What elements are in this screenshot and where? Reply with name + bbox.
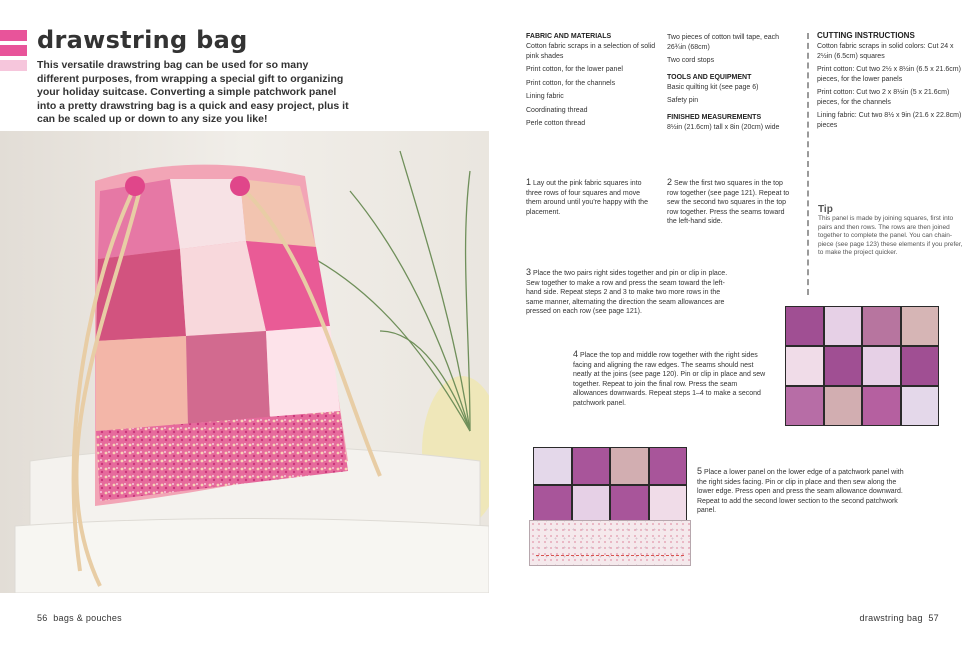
step-number: 1 [526, 177, 532, 187]
materials-item: Two cord stops [667, 57, 715, 64]
step-text: Place the top and middle row together with the right sides facing and aligning the raw edges. The seams should nest neatly at the joins (see page 120). Pin or clip in place and sew together. Repeat to join the final row. Press the seam allowances downwards. Repeat steps 1–4 to make a second patchwork panel. [573, 352, 766, 407]
step-number: 2 [667, 177, 673, 187]
seam-line [536, 555, 684, 556]
patch-square [611, 486, 648, 522]
patch-square [825, 347, 862, 385]
patch-square [573, 486, 610, 522]
materials-item: Two pieces of cotton twill tape, each 26¾in (68cm) [667, 34, 780, 51]
patch-square [825, 307, 862, 345]
step-text: Place a lower panel on the lower edge of a patchwork panel with the right sides facing. Pin or clip in place and then sew along the lower edge. Press open and press the seam allowance downward. Repeat to add the second lower section to the second patchwork panel. [697, 469, 904, 514]
patch-square [650, 486, 687, 522]
patch-square [863, 387, 900, 425]
fabric-item: Print cotton, for the lower panel [526, 66, 623, 73]
accent-bar-1 [0, 30, 27, 41]
accent-bar-3 [0, 60, 27, 71]
step-4 [573, 350, 773, 408]
cutting-item: Print cotton: Cut two 2 x 8½in (5 x 21.6cm) pieces, for the channels [817, 89, 950, 106]
left-page-number: 56 [37, 613, 48, 623]
page-title: drawstring bag [37, 26, 248, 54]
cutting-section [817, 31, 965, 134]
patch-square [786, 387, 823, 425]
finished-text: 8½in (21.6cm) tall x 8in (20cm) wide [667, 123, 780, 131]
tools-item: Safety pin [667, 97, 699, 104]
step-1 [526, 178, 654, 217]
cutting-item: Lining fabric: Cut two 8½ x 9in (21.6 x 22.8cm) pieces [817, 112, 962, 129]
accent-bar-2 [0, 45, 27, 56]
right-folio [860, 613, 939, 623]
patch-square [573, 448, 610, 484]
drawstring-bag-photo [0, 131, 489, 593]
fabric-item: Coordinating thread [526, 106, 588, 114]
patch-square [786, 307, 823, 345]
fabric-materials-section [526, 33, 656, 133]
cutting-item: Cotton fabric scraps in solid colors: Cut 24 x 2½in (6.5cm) squares [817, 43, 954, 60]
left-folio [37, 613, 122, 623]
intro-paragraph: This versatile drawstring bag can be used for so many different purposes, from wrapping a special gift to organizing your holiday suitcase. Converting a simple patchwork panel into a pretty drawstring bag is a quick and easy project, plus it can be scaled up or down to any size you like! [37, 59, 349, 125]
patchwork-with-lower-panel-illustration [533, 447, 687, 522]
patch-square [863, 307, 900, 345]
tip-heading: Tip [818, 204, 833, 215]
lower-print-panel [529, 520, 691, 566]
cutting-item: Print cotton: Cut two 2½ x 8½in (6.5 x 21.6cm) pieces, for the lower panels [817, 66, 961, 83]
tip-box [818, 204, 964, 258]
step-number: 5 [697, 466, 703, 476]
patch-square [534, 486, 571, 522]
fabric-item: Lining fabric [526, 93, 564, 100]
step-number: 4 [573, 349, 579, 359]
patch-square [902, 307, 939, 345]
sidebar-divider [807, 33, 809, 295]
fabric-heading: FABRIC AND MATERIALS [526, 33, 612, 40]
fabric-item: Perle cotton thread [526, 120, 586, 127]
patch-square [786, 347, 823, 385]
patch-square [902, 387, 939, 425]
patch-square [611, 448, 648, 484]
patchwork-panel-illustration [785, 306, 939, 426]
tools-item: Basic quilting kit (see page 6) [667, 83, 759, 91]
step-text: Sew the first two squares in the top row together (see page 121). Repeat to sew the second two squares in the top row together. Press the seams toward the left-hand side. [667, 180, 790, 225]
step-text: Lay out the pink fabric squares into three rows of four squares and move them around until you're happy with the placement. [526, 180, 648, 216]
patch-square [650, 448, 687, 484]
step-2 [667, 178, 792, 227]
left-section-label: bags & pouches [53, 613, 122, 623]
finished-heading: FINISHED MEASUREMENTS [667, 113, 762, 121]
materials-column-2 [667, 33, 792, 136]
cutting-heading: CUTTING INSTRUCTIONS [817, 31, 915, 40]
step-text: Place the two pairs right sides together and pin or clip in place. Sew together to make a row and press the seam toward the left-hand side. Repeat steps 2 and 3 to make two more rows in the same manner, alternating the direction the seam allowances are pressed on each row (see page 121). [526, 270, 728, 315]
tip-text: This panel is made by joining squares, first into pairs and then rows. The rows are then joined together to complete the panel. You can chain-piece (see page 123) these elements if you prefer, to make the project quicker. [818, 215, 963, 256]
right-page-number: 57 [928, 613, 939, 623]
step-3 [526, 268, 738, 317]
patch-square [902, 347, 939, 385]
fabric-item: Cotton fabric scraps in a selection of solid pink shades [526, 43, 656, 60]
patch-square [534, 448, 571, 484]
fabric-item: Print cotton, for the channels [526, 79, 616, 87]
step-number: 3 [526, 267, 532, 277]
tools-heading: TOOLS AND EQUIPMENT [667, 73, 752, 81]
patch-square [863, 347, 900, 385]
right-section-label: drawstring bag [859, 613, 923, 623]
step-5 [697, 467, 907, 516]
patch-square [825, 387, 862, 425]
